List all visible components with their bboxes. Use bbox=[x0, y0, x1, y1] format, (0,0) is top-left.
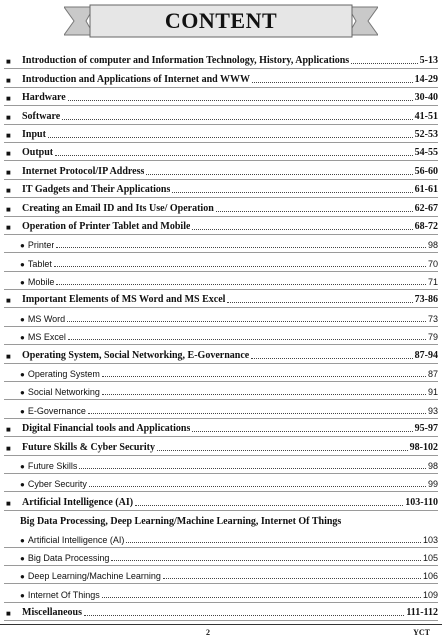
toc-entry-label: Important Elements of MS Word and MS Excel bbox=[22, 294, 226, 306]
toc-page-range: 41-51 bbox=[414, 110, 438, 122]
toc-entry-label: MS Word bbox=[27, 313, 66, 324]
toc-entry-label: Introduction and Applications of Internet and WWW bbox=[22, 73, 251, 85]
toc-page-range: 54-55 bbox=[414, 147, 438, 159]
toc-page-range: 70 bbox=[427, 258, 438, 269]
toc-page-range: 87 bbox=[427, 369, 438, 380]
toc-page-range: 99 bbox=[427, 479, 438, 490]
toc-entry bbox=[4, 143, 438, 161]
toc-entry bbox=[4, 492, 438, 510]
toc-entry-label: Cyber Security bbox=[27, 479, 87, 490]
square-bullet-icon: ■ bbox=[6, 443, 11, 453]
toc-entry-label: Output bbox=[22, 147, 54, 159]
toc-page-range: 73 bbox=[427, 313, 438, 324]
toc-page-range: 5-13 bbox=[419, 55, 438, 67]
square-bullet-icon: ■ bbox=[6, 167, 11, 177]
toc-entry bbox=[4, 69, 438, 87]
toc-entry-label: MS Excel bbox=[27, 332, 66, 343]
dot-leader bbox=[192, 228, 412, 230]
toc-subentry bbox=[4, 456, 438, 474]
toc-entry-label: Introduction of computer and Information Technology, History, Applications bbox=[22, 55, 350, 67]
dot-leader bbox=[56, 283, 426, 285]
toc-entry-label: Miscellaneous bbox=[22, 607, 82, 619]
square-bullet-icon: ■ bbox=[6, 498, 11, 508]
toc-subentry bbox=[4, 327, 438, 345]
round-bullet-icon: ● bbox=[20, 241, 25, 251]
toc-subentry bbox=[4, 529, 438, 547]
toc-entry bbox=[4, 51, 438, 69]
toc-entry-label: Internet Of Things bbox=[27, 589, 100, 600]
square-bullet-icon: ■ bbox=[6, 149, 11, 159]
toc-page-range: 56-60 bbox=[414, 165, 438, 177]
square-bullet-icon: ■ bbox=[6, 204, 11, 214]
toc-entry-label: Operating System, Social Networking, E-Governance bbox=[22, 349, 250, 361]
toc-entry-label: Future Skills bbox=[27, 460, 78, 471]
toc-entry bbox=[4, 437, 438, 455]
square-bullet-icon: ■ bbox=[6, 425, 11, 435]
toc-entry-label: Big Data Processing, Deep Learning/Machine Learning, Internet Of Things bbox=[20, 516, 342, 528]
toc-page-range: 98-102 bbox=[409, 441, 438, 453]
dot-leader bbox=[84, 614, 404, 616]
toc-entry-label: Hardware bbox=[22, 92, 66, 104]
toc-page-range: 109 bbox=[422, 589, 438, 600]
round-bullet-icon: ● bbox=[20, 553, 25, 563]
dot-leader bbox=[146, 173, 412, 175]
round-bullet-icon: ● bbox=[20, 572, 25, 582]
square-bullet-icon: ■ bbox=[6, 75, 11, 85]
toc-page-range: 103 bbox=[422, 534, 438, 545]
round-bullet-icon: ● bbox=[20, 333, 25, 343]
square-bullet-icon: ■ bbox=[6, 94, 11, 104]
square-bullet-icon: ■ bbox=[6, 112, 11, 122]
toc-entry-label: Future Skills & Cyber Security bbox=[22, 441, 155, 453]
dot-leader bbox=[89, 485, 426, 487]
round-bullet-icon: ● bbox=[20, 590, 25, 600]
square-bullet-icon: ■ bbox=[6, 222, 11, 232]
publisher-label: YCT bbox=[413, 628, 430, 637]
toc-subentry bbox=[4, 382, 438, 400]
toc-entry-label: IT Gadgets and Their Applications bbox=[22, 184, 171, 196]
toc-entry-label: Printer bbox=[27, 240, 55, 251]
table-of-contents bbox=[4, 51, 438, 621]
dot-leader bbox=[102, 375, 426, 377]
toc-entry bbox=[4, 217, 438, 235]
toc-page-range: 68-72 bbox=[414, 220, 438, 232]
toc-page-range: 61-61 bbox=[414, 184, 438, 196]
dot-leader bbox=[251, 357, 412, 359]
toc-entry-label: E-Governance bbox=[27, 405, 86, 416]
round-bullet-icon: ● bbox=[20, 259, 25, 269]
toc-page-range: 71 bbox=[427, 277, 438, 288]
dot-leader bbox=[88, 412, 426, 414]
page-footer bbox=[0, 624, 442, 640]
square-bullet-icon: ■ bbox=[6, 351, 11, 361]
toc-subentry bbox=[4, 566, 438, 584]
toc-page-range: 105 bbox=[422, 552, 438, 563]
title-banner bbox=[64, 4, 378, 38]
toc-subentry bbox=[4, 253, 438, 271]
toc-entry bbox=[4, 106, 438, 124]
toc-entry-label: Creating an Email ID and Its Use/ Operation bbox=[22, 202, 214, 214]
toc-page-range: 91 bbox=[427, 387, 438, 398]
round-bullet-icon: ● bbox=[20, 406, 25, 416]
round-bullet-icon: ● bbox=[20, 388, 25, 398]
toc-entry-label: Big Data Processing bbox=[27, 552, 110, 563]
toc-page-range: 52-53 bbox=[414, 128, 438, 140]
dot-leader bbox=[157, 449, 408, 451]
toc-page-range: 30-40 bbox=[414, 92, 438, 104]
toc-entry-label: Artificial Intelligence (AI) bbox=[22, 496, 134, 508]
dot-leader bbox=[68, 338, 426, 340]
toc-entry-label: Social Networking bbox=[27, 387, 100, 398]
toc-entry-label: Digital Financial tools and Applications bbox=[22, 423, 191, 435]
toc-page-range: 95-97 bbox=[414, 423, 438, 435]
toc-page-range: 103-110 bbox=[405, 496, 438, 508]
toc-subentry bbox=[4, 272, 438, 290]
dot-leader bbox=[227, 301, 412, 303]
round-bullet-icon: ● bbox=[20, 278, 25, 288]
dot-leader bbox=[102, 393, 426, 395]
toc-entry-label: Mobile bbox=[27, 277, 55, 288]
dot-leader bbox=[55, 154, 413, 156]
dot-leader bbox=[62, 118, 413, 120]
round-bullet-icon: ● bbox=[20, 461, 25, 471]
toc-entry bbox=[4, 198, 438, 216]
round-bullet-icon: ● bbox=[20, 370, 25, 380]
round-bullet-icon: ● bbox=[20, 480, 25, 490]
toc-page-range: 73-86 bbox=[414, 294, 438, 306]
toc-entry bbox=[4, 161, 438, 179]
toc-subentry bbox=[4, 474, 438, 492]
toc-entry-label: Artificial Intelligence (AI) bbox=[27, 534, 125, 545]
toc-page-range: 14-29 bbox=[414, 73, 438, 85]
square-bullet-icon: ■ bbox=[6, 57, 11, 67]
toc-page-range: 79 bbox=[427, 332, 438, 343]
toc-entry bbox=[4, 603, 438, 621]
dot-leader bbox=[67, 320, 426, 322]
dot-leader bbox=[56, 246, 426, 248]
dot-leader bbox=[54, 265, 426, 267]
dot-leader bbox=[111, 559, 421, 561]
toc-subentry bbox=[4, 584, 438, 602]
dot-leader bbox=[68, 99, 413, 101]
dot-leader bbox=[163, 577, 421, 579]
toc-subentry bbox=[4, 364, 438, 382]
toc-entry-label: Operation of Printer Tablet and Mobile bbox=[22, 220, 191, 232]
toc-entry bbox=[4, 180, 438, 198]
page-title: CONTENT bbox=[164, 8, 278, 33]
toc-heading bbox=[4, 511, 438, 529]
square-bullet-icon: ■ bbox=[6, 609, 11, 619]
toc-page-range: 62-67 bbox=[414, 202, 438, 214]
toc-entry bbox=[4, 345, 438, 363]
toc-page-range: 93 bbox=[427, 405, 438, 416]
dot-leader bbox=[135, 504, 403, 506]
square-bullet-icon: ■ bbox=[6, 296, 11, 306]
toc-entry bbox=[4, 290, 438, 308]
toc-entry-label: Input bbox=[22, 128, 46, 140]
toc-subentry bbox=[4, 400, 438, 418]
toc-entry-label: Internet Protocol/IP Address bbox=[22, 165, 145, 177]
toc-entry-label: Software bbox=[22, 110, 61, 122]
toc-page-range: 111-112 bbox=[406, 607, 438, 619]
dot-leader bbox=[216, 210, 413, 212]
dot-leader bbox=[48, 136, 413, 138]
toc-entry bbox=[4, 88, 438, 106]
toc-subentry bbox=[4, 235, 438, 253]
toc-entry-label: Tablet bbox=[27, 258, 52, 269]
dot-leader bbox=[252, 81, 413, 83]
square-bullet-icon: ■ bbox=[6, 186, 11, 196]
round-bullet-icon: ● bbox=[20, 535, 25, 545]
toc-entry bbox=[4, 419, 438, 437]
toc-entry-label: Deep Learning/Machine Learning bbox=[27, 571, 161, 582]
toc-page-range: 106 bbox=[422, 571, 438, 582]
square-bullet-icon: ■ bbox=[6, 130, 11, 140]
dot-leader bbox=[126, 541, 421, 543]
dot-leader bbox=[102, 596, 421, 598]
toc-page-range: 87-94 bbox=[414, 349, 438, 361]
dot-leader bbox=[351, 62, 417, 64]
toc-entry bbox=[4, 125, 438, 143]
toc-page-range: 98 bbox=[427, 460, 438, 471]
page-number: 2 bbox=[206, 628, 210, 637]
toc-entry-label: Operating System bbox=[27, 369, 100, 380]
dot-leader bbox=[79, 467, 426, 469]
dot-leader bbox=[172, 191, 412, 193]
toc-page-range: 98 bbox=[427, 240, 438, 251]
toc-subentry bbox=[4, 308, 438, 326]
toc-subentry bbox=[4, 548, 438, 566]
dot-leader bbox=[192, 430, 412, 432]
round-bullet-icon: ● bbox=[20, 314, 25, 324]
